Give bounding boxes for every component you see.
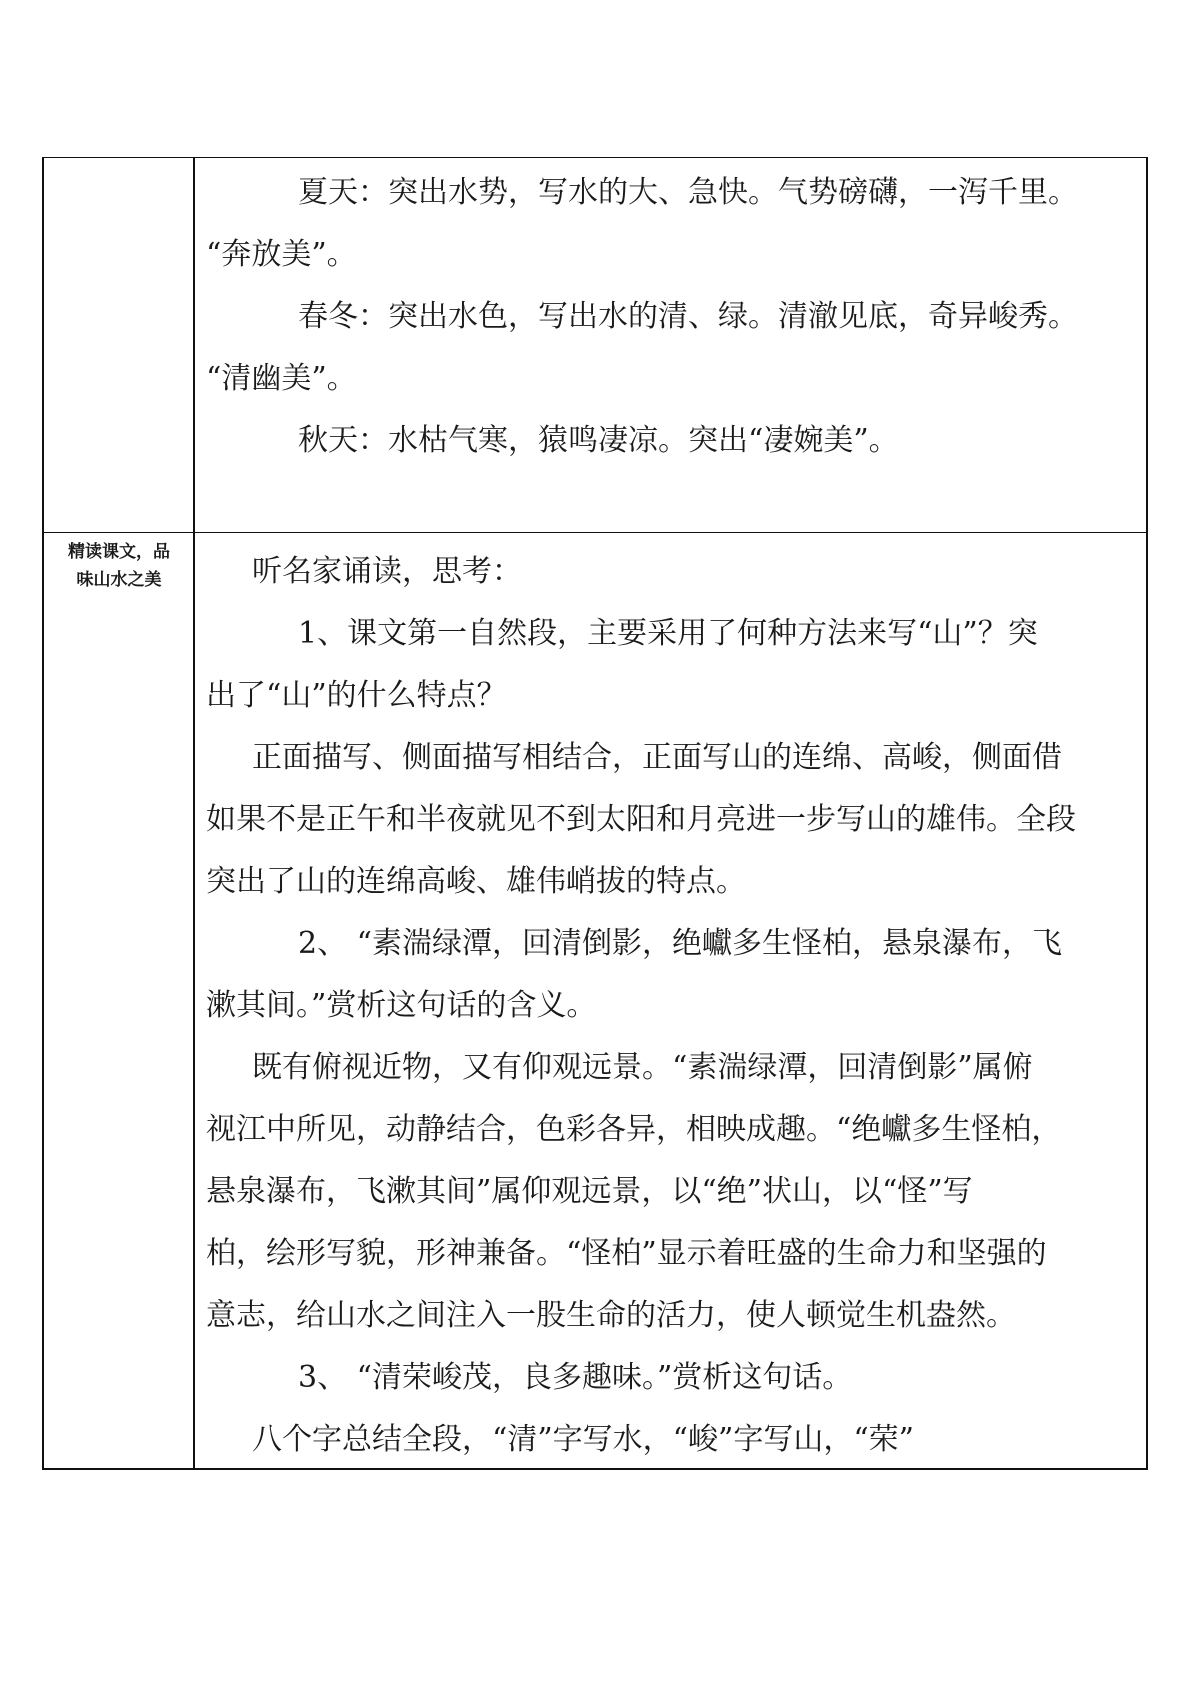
text-line: 2、 “素湍绿潭，回清倒影，绝巘多生怪柏，悬泉瀑布，飞	[298, 926, 1062, 961]
text-line: “奔放美”。	[206, 237, 357, 272]
row1-content	[206, 162, 1136, 472]
text-line: 漱其间。”赏析这句话的含义。	[206, 988, 597, 1023]
text-line: 意志，给山水之间注入一股生命的活力，使人顿觉生机盎然。	[206, 1298, 1016, 1333]
text-line: 八个字总结全段，“清”字写水，“峻”字写山，“荣”	[252, 1422, 915, 1457]
text-line: 听名家诵读，思考：	[252, 554, 522, 589]
row-divider	[44, 532, 1146, 533]
text-line: 柏，绘形写貌，形神兼备。“怪柏”显示着旺盛的生命力和坚强的	[206, 1236, 1047, 1271]
text-line: 夏天：突出水势，写水的大、急快。气势磅礴，一泻千里。	[298, 175, 1078, 210]
text-line: “清幽美”。	[206, 361, 357, 396]
text-line: 如果不是正午和半夜就见不到太阳和月亮进一步写山的雄伟。全段	[206, 802, 1076, 837]
section-label-line: 味山水之美	[76, 570, 162, 590]
text-line: 突出了山的连绵高峻、雄伟峭拔的特点。	[206, 864, 746, 899]
column-divider	[193, 158, 195, 1468]
section-label-line: 精读课文，品	[68, 542, 170, 562]
text-line: 春冬：突出水色，写出水的清、绿。清澈见底，奇异峻秀。	[298, 299, 1078, 334]
row2-content	[206, 541, 1136, 1471]
text-line: 秋天：水枯气寒，猿鸣凄凉。突出“凄婉美”。	[298, 423, 899, 458]
text-line: 悬泉瀑布，飞漱其间”属仰观远景，以“绝”状山，以“怪”写	[206, 1174, 973, 1209]
text-line: 1、课文第一自然段，主要采用了何种方法来写“山”？突	[298, 616, 1038, 651]
text-line: 3、 “清荣峻茂，良多趣味。”赏析这句话。	[298, 1360, 853, 1395]
text-line: 出了“山”的什么特点？	[206, 678, 507, 713]
text-line: 视江中所见，动静结合，色彩各异，相映成趣。“绝巘多生怪柏，	[206, 1112, 1062, 1147]
lesson-table	[42, 157, 1148, 1470]
text-line: 正面描写、侧面描写相结合，正面写山的连绵、高峻，侧面借	[252, 740, 1062, 775]
text-line: 既有俯视近物，又有仰观远景。“素湍绿潭，回清倒影”属俯	[252, 1050, 1033, 1085]
section-label	[50, 538, 188, 594]
